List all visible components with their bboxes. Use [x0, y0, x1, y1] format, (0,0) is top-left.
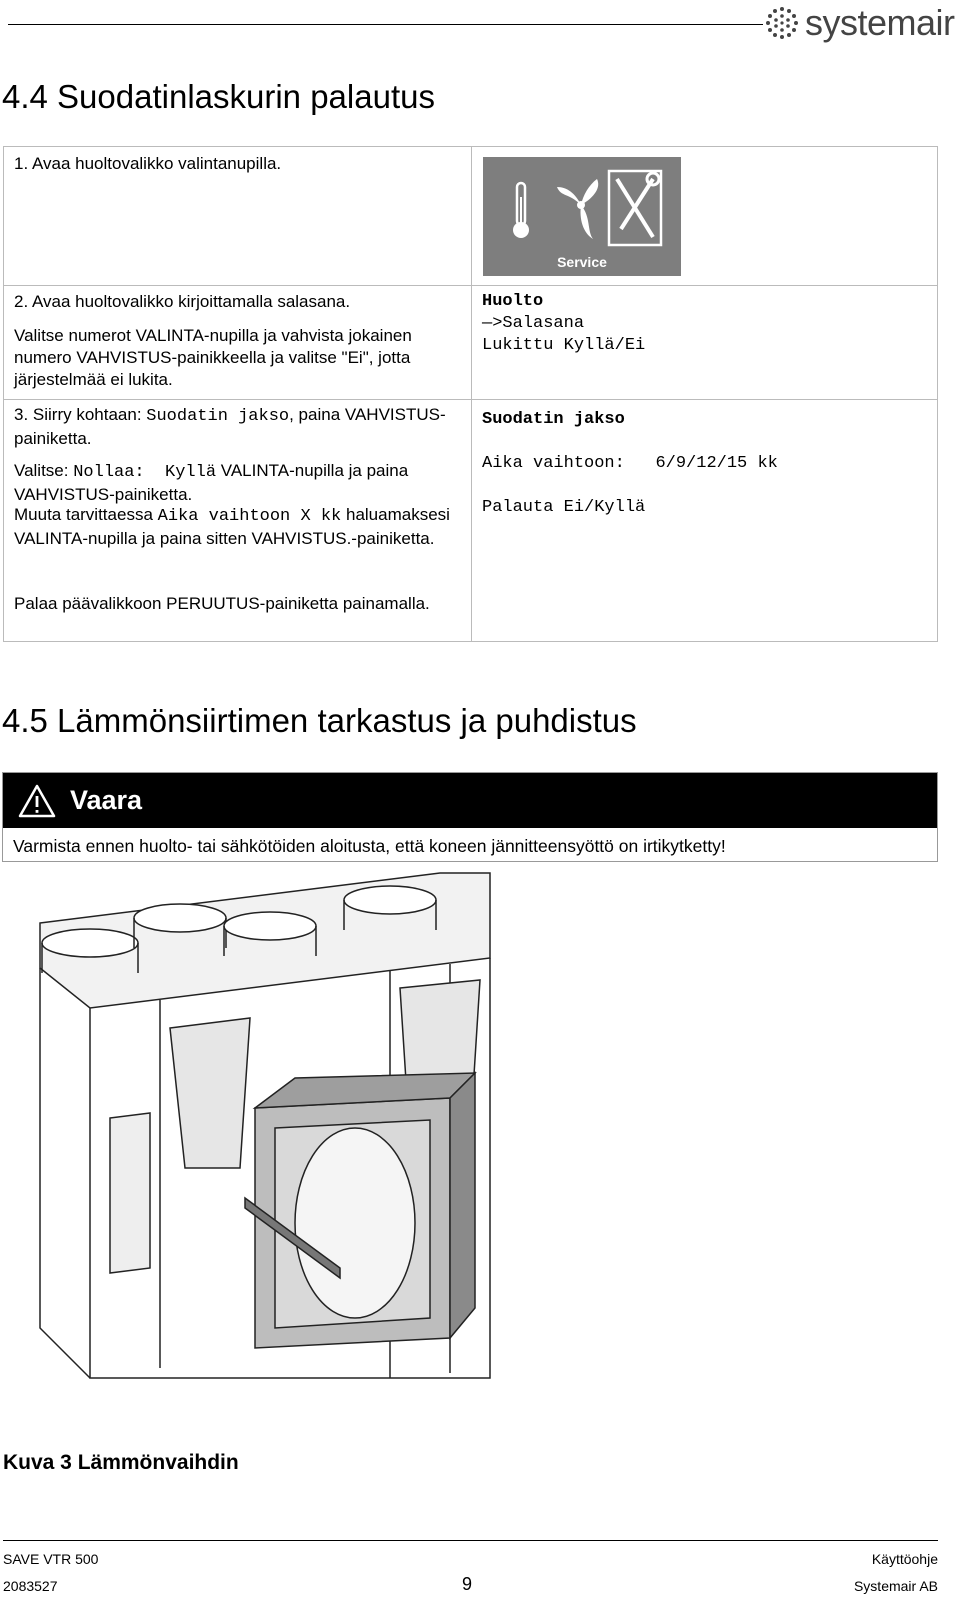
table-row-divider: [4, 285, 937, 286]
step-2-detail: Valitse numerot VALINTA-nupilla ja vahvista jokainen numero VAHVISTUS-painikkeella ja valitse "Ei", jotta järjestelmää ei lukita.: [14, 326, 412, 389]
select-code: Nollaa: Kyllä: [73, 463, 217, 482]
section-heading: 4.5 Lämmönsiirtimen tarkastus ja puhdistus: [2, 702, 637, 739]
change-pre: Muuta tarvittaessa: [14, 505, 158, 524]
systemair-logo: [765, 2, 955, 44]
footer-page-number: 9: [462, 1574, 473, 1594]
brand-name: systemair: [805, 2, 955, 43]
warning-box: [2, 772, 938, 862]
section-heading: 4.4 Suodatinlaskurin palautus: [2, 78, 435, 115]
display-suodatin: Suodatin jakso: [482, 410, 625, 429]
step-3-pre: 3. Siirry kohtaan:: [14, 405, 147, 424]
display-aika-label: Aika vaihtoon:: [482, 454, 625, 473]
display-salasana: —>Salasana: [482, 314, 585, 333]
figure-caption: Kuva 3 Lämmönvaihdin: [3, 1451, 239, 1474]
header-rule: [8, 24, 763, 25]
warning-text: Varmista ennen huolto- tai sähkötöiden aloitusta, että koneen jännitteensyöttö on irtikytketty!: [13, 836, 726, 856]
step-3-post: , paina VAHVISTUS-painiketta.: [14, 405, 446, 448]
logo-dots-icon: [765, 6, 799, 40]
footer-rule: [3, 1540, 938, 1541]
return-text: Palaa päävalikkoon PERUUTUS-painiketta painamalla.: [14, 594, 430, 613]
step-1-text: 1. Avaa huoltovalikko valintanupilla.: [14, 154, 282, 173]
display-huolto: Huolto: [482, 292, 544, 311]
change-text: [14, 504, 454, 550]
table-row-divider: [4, 399, 937, 400]
step-3-text: [14, 404, 454, 450]
display-aika: [482, 453, 922, 475]
change-code: Aika vaihtoon X kk: [157, 507, 342, 526]
table-divider: [471, 147, 472, 641]
tools-icon: [609, 171, 661, 245]
service-label: Service: [557, 254, 607, 270]
footer-doc-number: 2083527: [3, 1578, 58, 1594]
select-text: [14, 460, 454, 506]
select-post: VALINTA-nupilla ja paina VAHVISTUS-painiketta.: [14, 461, 409, 504]
fan-icon: [557, 179, 598, 239]
step-3-code: Suodatin jakso: [146, 407, 290, 426]
service-icons: [483, 157, 681, 252]
instruction-table: [3, 146, 938, 642]
footer-model: SAVE VTR 500: [3, 1551, 99, 1567]
thermometer-icon: [513, 183, 529, 238]
warning-title: Vaara: [70, 785, 143, 815]
warning-triangle-icon: [17, 783, 57, 819]
footer-doc-type: Käyttöohje: [871, 1551, 938, 1567]
change-post: haluamaksesi VALINTA-nupilla ja paina sitten VAHVISTUS.-painiketta.: [14, 505, 450, 548]
select-pre: Valitse:: [14, 461, 74, 480]
display-palauta: Palauta Ei/Kyllä: [482, 498, 646, 517]
step-2-text: 2. Avaa huoltovalikko kirjoittamalla salasana.: [14, 292, 351, 311]
service-menu-panel: [483, 157, 681, 276]
footer-company: Systemair AB: [853, 1578, 938, 1594]
warning-header: [3, 773, 937, 828]
display-aika-value: 6/9/12/15 kk: [655, 454, 778, 473]
heat-exchanger-illustration: [10, 868, 770, 1408]
display-lukittu: Lukittu Kyllä/Ei: [482, 336, 646, 355]
